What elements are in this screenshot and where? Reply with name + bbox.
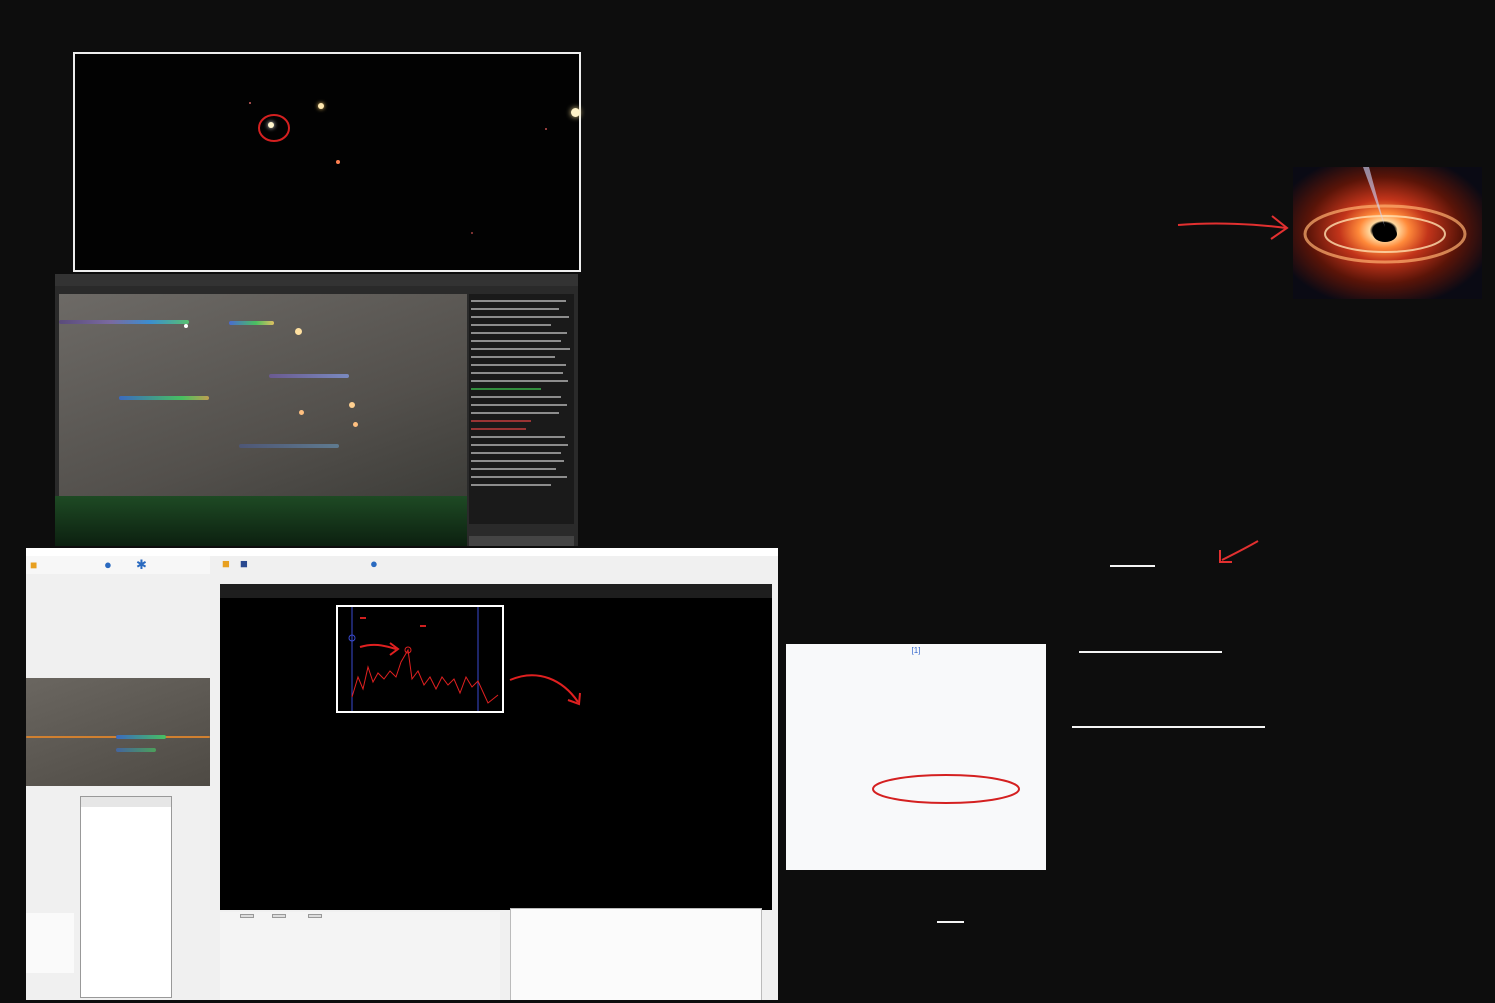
measure-controls [220,912,500,1000]
siril-screenshot [55,274,578,546]
spectrum-image [59,294,467,516]
zoom-inset [336,605,504,713]
velocity-result [1140,970,1148,999]
arrow-icon [1216,538,1262,566]
curved-arrow-icon [508,668,588,710]
left-toolbar: ■ ● ✱ [26,556,210,574]
fraction-line [937,921,964,923]
elements-list[interactable] [81,807,171,811]
rspec-toolbar [220,556,420,574]
rspec-menu-bar [26,548,778,556]
open-icon[interactable]: ■ [222,556,230,571]
rspec-spectrum-thumbnail [26,678,210,786]
wikipedia-infobox: [1] [786,644,1046,870]
fraction-line [1079,651,1222,653]
peak-label [420,625,426,627]
smoothing-dialog [510,908,762,1000]
reference-button[interactable] [308,914,322,918]
star-field-image [73,52,581,272]
fraction-line [1072,726,1265,728]
appearance-button[interactable] [272,914,286,918]
left-bottom-panel [26,913,74,973]
elements-panel [80,796,172,998]
siril-log-panel [469,294,574,524]
settings-icon[interactable]: ● [370,556,378,571]
calibrate-button[interactable] [240,914,254,918]
black-hole-image [1293,167,1482,299]
save-icon[interactable]: ■ [240,556,248,571]
hbeta-label [360,617,366,619]
redshift-circle-marker [870,772,1022,806]
arrow-icon [1176,212,1292,242]
quasar-circle-marker [256,112,294,146]
fraction-line [1110,565,1155,567]
